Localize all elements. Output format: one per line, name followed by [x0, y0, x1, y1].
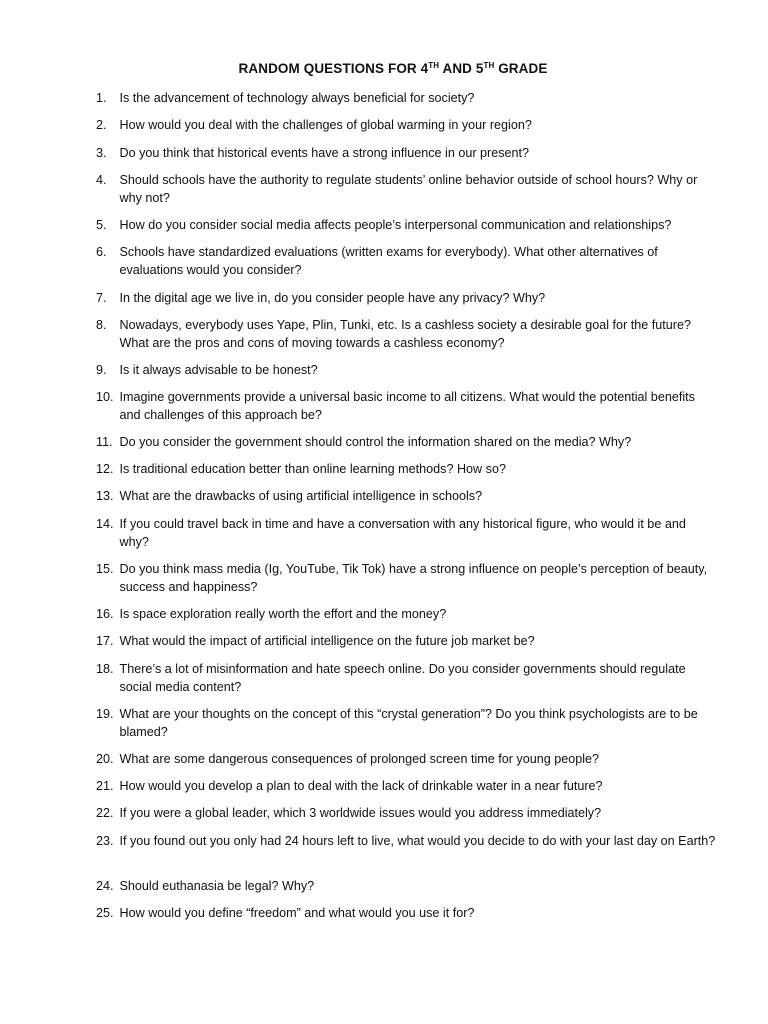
question-text: What are the drawbacks of using artificial intelligence in schools? — [119, 489, 483, 503]
question-number: 15. — [96, 562, 114, 576]
question-item — [96, 289, 716, 307]
question-item — [96, 605, 716, 623]
question-number: 19. — [96, 707, 114, 721]
question-text: Is the advancement of technology always beneficial for society? — [119, 91, 475, 105]
question-item — [96, 904, 716, 922]
question-text: Imagine governments provide a universal basic income to all citizens. What would the potential benefits and challenges of this approach be? — [119, 390, 695, 422]
question-text: Do you think that historical events have a strong influence in our present? — [119, 146, 530, 160]
question-item — [96, 89, 716, 107]
question-text: Is space exploration really worth the effort and the money? — [119, 607, 447, 621]
question-text: In the digital age we live in, do you consider people have any privacy? Why? — [119, 291, 546, 305]
title-middle: AND 5 — [439, 61, 484, 76]
question-number: 4. — [96, 173, 107, 187]
question-text: If you found out you only had 24 hours left to live, what would you decide to do with your last day on Earth? — [119, 834, 716, 848]
question-item — [96, 832, 716, 850]
question-number: 20. — [96, 752, 114, 766]
question-item — [96, 116, 716, 134]
question-text: Is it always advisable to be honest? — [119, 363, 318, 377]
question-item — [96, 144, 716, 162]
question-number: 10. — [96, 390, 114, 404]
question-item — [96, 316, 716, 352]
question-item — [96, 660, 716, 696]
question-item — [96, 515, 716, 551]
question-number: 22. — [96, 806, 114, 820]
question-number: 21. — [96, 779, 114, 793]
question-item — [96, 460, 716, 478]
page-title — [0, 61, 768, 76]
question-number: 16. — [96, 607, 114, 621]
question-item — [96, 216, 716, 234]
question-number: 17. — [96, 634, 114, 648]
title-superscript-2: TH — [483, 61, 495, 70]
question-item — [96, 388, 716, 424]
question-text: How do you consider social media affects people’s interpersonal communication and relationships? — [119, 218, 672, 232]
question-text: If you were a global leader, which 3 worldwide issues would you address immediately? — [119, 806, 602, 820]
question-text: What are your thoughts on the concept of this “crystal generation”? Do you think psychologists are to be blamed? — [119, 707, 698, 739]
question-text: Is traditional education better than online learning methods? How so? — [119, 462, 506, 476]
question-text: Do you think mass media (Ig, YouTube, Tik Tok) have a strong influence on people’s perception of beauty, success and happiness? — [119, 562, 708, 594]
question-number: 5. — [96, 218, 107, 232]
question-number: 6. — [96, 245, 107, 259]
question-item — [96, 777, 716, 795]
question-text: Schools have standardized evaluations (written exams for everybody). What other alternatives of evaluations would you consider? — [119, 245, 658, 277]
question-number: 2. — [96, 118, 107, 132]
question-text: Do you consider the government should control the information shared on the media? Why? — [119, 435, 632, 449]
question-number: 1. — [96, 91, 107, 105]
question-item — [96, 877, 716, 895]
question-item — [96, 243, 716, 279]
question-item — [96, 750, 716, 768]
question-number: 13. — [96, 489, 114, 503]
question-item — [96, 361, 716, 379]
title-prefix: RANDOM QUESTIONS FOR 4 — [238, 61, 429, 76]
question-text: What are some dangerous consequences of prolonged screen time for young people? — [119, 752, 600, 766]
question-item — [96, 487, 716, 505]
question-text: What would the impact of artificial intelligence on the future job market be? — [119, 634, 535, 648]
question-number: 14. — [96, 517, 114, 531]
question-number: 3. — [96, 146, 107, 160]
question-text: Should euthanasia be legal? Why? — [119, 879, 315, 893]
question-text: Should schools have the authority to regulate students’ online behavior outside of school hours? Why or why not? — [119, 173, 698, 205]
question-text: How would you define “freedom” and what would you use it for? — [119, 906, 475, 920]
question-number: 7. — [96, 291, 107, 305]
question-number: 24. — [96, 879, 114, 893]
question-number: 12. — [96, 462, 114, 476]
question-text: There’s a lot of misinformation and hate speech online. Do you consider governments should regulate social media content? — [119, 662, 686, 694]
question-text: If you could travel back in time and have a conversation with any historical figure, who would it be and why? — [119, 517, 686, 549]
question-item — [96, 705, 716, 741]
question-text: How would you develop a plan to deal with the lack of drinkable water in a near future? — [119, 779, 603, 793]
question-item — [96, 560, 716, 596]
question-text: How would you deal with the challenges of global warming in your region? — [119, 118, 532, 132]
question-item — [96, 171, 716, 207]
question-number: 8. — [96, 318, 107, 332]
question-number: 23. — [96, 834, 114, 848]
question-number: 11. — [96, 435, 113, 449]
title-superscript-1: TH — [428, 61, 440, 70]
title-suffix: GRADE — [494, 61, 548, 76]
question-number: 18. — [96, 662, 114, 676]
question-number: 25. — [96, 906, 114, 920]
question-number: 9. — [96, 363, 107, 377]
question-item — [96, 632, 716, 650]
question-item — [96, 433, 716, 451]
question-item — [96, 804, 716, 822]
question-text: Nowadays, everybody uses Yape, Plin, Tunki, etc. Is a cashless society a desirable goal for the future? What are the pros and cons of moving towards a cashless economy? — [119, 318, 691, 350]
